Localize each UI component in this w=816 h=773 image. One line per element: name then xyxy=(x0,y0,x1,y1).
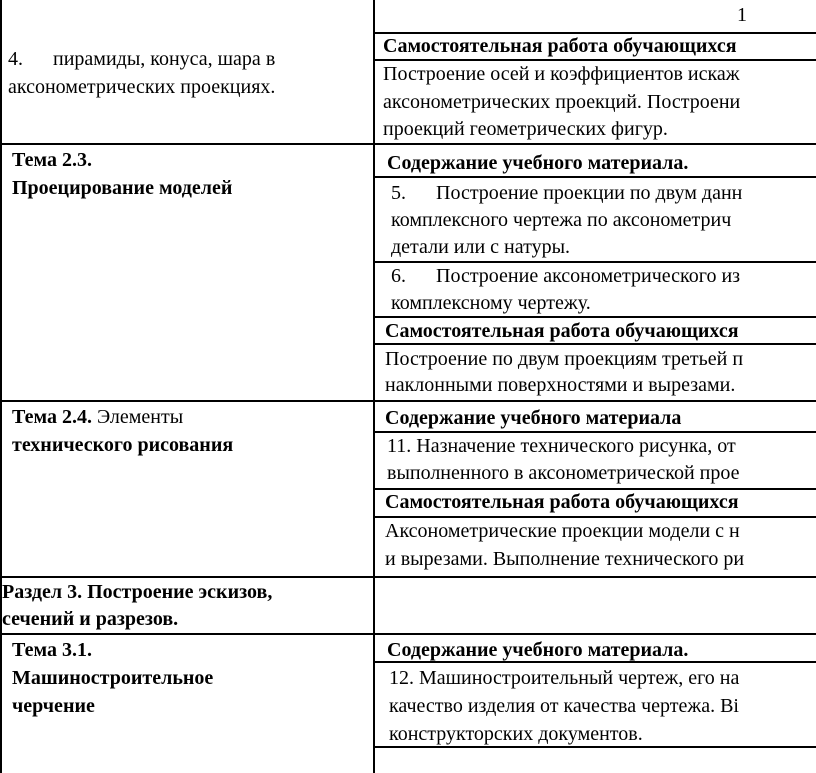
topic-number: Тема 2.4. xyxy=(12,406,92,428)
topic-text: 4. пирамиды, конуса, шара в xyxy=(8,48,276,70)
column-number: 1 xyxy=(737,4,747,26)
section-title: Раздел 3. Построение эскизов, xyxy=(2,581,273,603)
list-item: детали или с натуры. xyxy=(391,236,571,258)
section-title: сечений и разрезов. xyxy=(2,608,179,630)
topic-name: Элементы xyxy=(91,406,184,428)
section-heading: Самостоятельная работа обучающихся xyxy=(385,491,739,513)
topic-title: Тема 3.1. xyxy=(12,639,92,661)
section-heading: Самостоятельная работа обучающихся xyxy=(385,320,739,342)
body-text: Построение осей и коэффициентов искаж xyxy=(383,63,740,85)
table-column-divider xyxy=(373,0,375,773)
topic-title: Тема 2.3. xyxy=(12,149,92,171)
topic-title: Проецирование моделей xyxy=(12,177,233,199)
list-item: качество изделия от качества чертежа. Ві xyxy=(389,695,739,717)
section-heading: Содержание учебного материала. xyxy=(387,639,689,661)
list-item: конструкторских документов. xyxy=(389,723,643,745)
topic-title: черчение xyxy=(12,695,95,717)
body-text: и вырезами. Выполнение технического ри xyxy=(385,548,745,570)
list-item: 12. Машиностроительный чертеж, его на xyxy=(389,667,740,689)
list-item: 5. Построение проекции по двум данн xyxy=(391,182,743,204)
topic-text: аксонометрических проекциях. xyxy=(8,76,276,98)
row-divider xyxy=(0,143,816,145)
list-item: комплексному чертежу. xyxy=(391,292,591,314)
section-heading: Самостоятельная работа обучающихся xyxy=(383,35,737,57)
body-text: Аксонометрические проекции модели с н xyxy=(385,520,740,542)
list-item: выполненного в аксонометрической прое xyxy=(387,462,740,484)
body-text: аксонометрических проекций. Построени xyxy=(383,91,741,113)
list-item: 11. Назначение технического рисунка, от xyxy=(387,435,736,457)
body-text: наклонными поверхностями и вырезами. xyxy=(385,374,736,396)
table-border-left xyxy=(0,0,2,773)
topic-title: технического рисования xyxy=(12,434,234,456)
topic-title: Машиностроительное xyxy=(12,667,214,689)
list-item: комплексного чертежа по аксонометрич xyxy=(391,209,732,231)
section-heading: Содержание учебного материала. xyxy=(387,152,689,174)
topic-title xyxy=(12,403,183,431)
body-text: проекций геометрических фигур. xyxy=(383,118,668,140)
body-text: Построение по двум проекциям третьей п xyxy=(385,348,744,370)
section-heading: Содержание учебного материала xyxy=(385,407,682,429)
list-item: 6. Построение аксонометрического из xyxy=(391,265,741,287)
row-divider xyxy=(0,633,816,635)
row-divider xyxy=(0,400,816,402)
